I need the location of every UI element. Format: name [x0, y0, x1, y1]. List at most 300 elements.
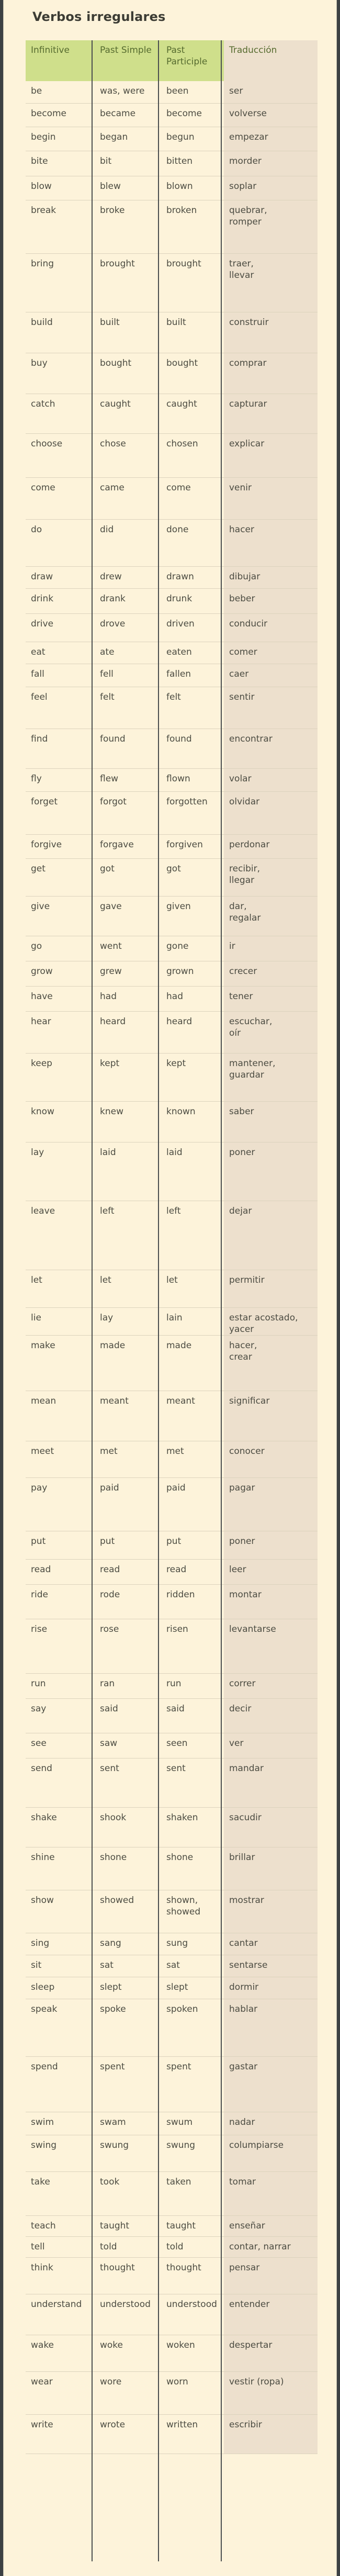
table-row [26, 1101, 318, 1142]
cell-infinitive: go [26, 936, 95, 961]
cell-infinitive: begin [26, 127, 95, 151]
cell-past-participle: sat [161, 1955, 224, 1977]
cell-translation: soplar [224, 176, 318, 200]
cell-past-simple: wrote [95, 2414, 161, 2454]
cell-past-participle: known [161, 1101, 224, 1142]
table-row [26, 2135, 318, 2171]
table-row [26, 1933, 318, 1955]
cell-translation: tener [224, 986, 318, 1011]
cell-past-participle: bitten [161, 151, 224, 176]
cell-infinitive: see [26, 1733, 95, 1758]
header-past-simple: Past Simple [95, 40, 161, 81]
cell-infinitive: drive [26, 613, 95, 642]
cell-past-participle: read [161, 1559, 224, 1584]
cell-past-participle: paid [161, 1477, 224, 1531]
cell-infinitive: build [26, 312, 95, 353]
cell-past-simple: wore [95, 2371, 161, 2414]
table-row [26, 353, 318, 394]
document-page [3, 0, 337, 2576]
cell-infinitive: keep [26, 1053, 95, 1101]
cell-past-simple: thought [95, 2257, 161, 2294]
cell-past-participle: found [161, 729, 224, 768]
cell-infinitive: teach [26, 2215, 95, 2236]
cell-past-simple: grew [95, 961, 161, 986]
cell-past-participle: taught [161, 2215, 224, 2236]
table-row [26, 253, 318, 312]
cell-infinitive: read [26, 1559, 95, 1584]
table-row [26, 2056, 318, 2112]
cell-translation: encontrar [224, 729, 318, 768]
cell-infinitive: think [26, 2257, 95, 2294]
cell-infinitive: meet [26, 1441, 95, 1477]
cell-translation: pagar [224, 1477, 318, 1531]
cell-past-participle: slept [161, 1977, 224, 1999]
cell-translation: mandar [224, 1758, 318, 1807]
cell-translation: escribir [224, 2414, 318, 2454]
cell-translation: leer [224, 1559, 318, 1584]
cell-infinitive: wake [26, 2335, 95, 2371]
cell-infinitive: forget [26, 791, 95, 834]
cell-infinitive: come [26, 477, 95, 519]
cell-past-participle: worn [161, 2371, 224, 2414]
cell-translation: contar, narrar [224, 2236, 318, 2257]
cell-past-simple: took [95, 2171, 161, 2215]
table-row [26, 1559, 318, 1584]
cell-past-participle: felt [161, 687, 224, 729]
cell-translation: estar acostado, yacer [224, 1307, 318, 1335]
cell-past-simple: knew [95, 1101, 161, 1142]
cell-translation: dar, regalar [224, 896, 318, 936]
cell-past-simple: got [95, 858, 161, 896]
cell-translation: pensar [224, 2257, 318, 2294]
table-row [26, 312, 318, 353]
cell-translation: construir [224, 312, 318, 353]
cell-infinitive: write [26, 2414, 95, 2454]
cell-translation: levantarse [224, 1619, 318, 1673]
table-row [26, 433, 318, 477]
cell-past-participle: sent [161, 1758, 224, 1807]
cell-past-participle: woken [161, 2335, 224, 2371]
cell-past-participle: forgiven [161, 834, 224, 858]
table-row [26, 936, 318, 961]
header-row [26, 40, 318, 81]
cell-infinitive: pay [26, 1477, 95, 1531]
table-row [26, 1391, 318, 1441]
cell-translation: empezar [224, 127, 318, 151]
cell-past-participle: ridden [161, 1584, 224, 1619]
cell-past-participle: flown [161, 768, 224, 791]
cell-infinitive: choose [26, 433, 95, 477]
cell-translation: dormir [224, 1977, 318, 1999]
cell-past-simple: bought [95, 353, 161, 394]
cell-past-participle: chosen [161, 433, 224, 477]
table-row [26, 1673, 318, 1698]
cell-translation: sacudir [224, 1807, 318, 1847]
cell-past-simple: woke [95, 2335, 161, 2371]
cell-past-participle: got [161, 858, 224, 896]
header-translation: Traducción [224, 40, 318, 81]
table-row [26, 477, 318, 519]
cell-infinitive: blow [26, 176, 95, 200]
cell-translation: poner [224, 1142, 318, 1201]
cell-past-simple: drove [95, 613, 161, 642]
table-row [26, 2294, 318, 2335]
cell-past-participle: become [161, 103, 224, 127]
cell-past-simple: bit [95, 151, 161, 176]
table-row [26, 1698, 318, 1733]
cell-translation: entender [224, 2294, 318, 2335]
table-row [26, 127, 318, 151]
cell-past-participle: caught [161, 394, 224, 433]
cell-past-participle: run [161, 1673, 224, 1698]
cell-infinitive: mean [26, 1391, 95, 1441]
cell-infinitive: lie [26, 1307, 95, 1335]
cell-past-participle: let [161, 1270, 224, 1307]
table-row [26, 1977, 318, 1999]
cell-translation: cantar [224, 1933, 318, 1955]
cell-past-simple: began [95, 127, 161, 151]
cell-infinitive: find [26, 729, 95, 768]
cell-past-simple: laid [95, 1142, 161, 1201]
cell-past-simple: swam [95, 2112, 161, 2135]
irregular-verbs-table [26, 40, 318, 2454]
cell-past-simple: caught [95, 394, 161, 433]
cell-past-simple: taught [95, 2215, 161, 2236]
table-row [26, 2215, 318, 2236]
cell-infinitive: let [26, 1270, 95, 1307]
cell-past-participle: spoken [161, 1999, 224, 2056]
cell-translation: traer, llevar [224, 253, 318, 312]
cell-translation: conducir [224, 613, 318, 642]
cell-past-participle: forgotten [161, 791, 224, 834]
table-header [26, 40, 318, 81]
cell-past-simple: paid [95, 1477, 161, 1531]
table-row [26, 664, 318, 687]
cell-past-participle: been [161, 81, 224, 103]
cell-translation: capturar [224, 394, 318, 433]
cell-infinitive: sing [26, 1933, 95, 1955]
table-row [26, 896, 318, 936]
cell-infinitive: fall [26, 664, 95, 687]
cell-infinitive: run [26, 1673, 95, 1698]
table-row [26, 1053, 318, 1101]
cell-infinitive: feel [26, 687, 95, 729]
cell-infinitive: wear [26, 2371, 95, 2414]
cell-past-simple: rose [95, 1619, 161, 1673]
cell-infinitive: swim [26, 2112, 95, 2135]
cell-past-simple: forgave [95, 834, 161, 858]
table-row [26, 1619, 318, 1673]
cell-past-participle: sung [161, 1933, 224, 1955]
cell-past-participle: had [161, 986, 224, 1011]
cell-past-participle: come [161, 477, 224, 519]
page-title: Verbos irregulares [32, 9, 166, 24]
cell-past-simple: spoke [95, 1999, 161, 2056]
cell-past-simple: gave [95, 896, 161, 936]
table-body [26, 81, 318, 2454]
cell-past-simple: swung [95, 2135, 161, 2171]
cell-past-participle: heard [161, 1011, 224, 1053]
header-past-participle: Past Participle [161, 40, 224, 81]
table-row [26, 2236, 318, 2257]
cell-past-simple: ran [95, 1673, 161, 1698]
table-row [26, 1847, 318, 1890]
cell-past-participle: fallen [161, 664, 224, 687]
table-row [26, 1307, 318, 1335]
cell-past-simple: found [95, 729, 161, 768]
cell-infinitive: tell [26, 2236, 95, 2257]
cell-past-simple: had [95, 986, 161, 1011]
cell-translation: ir [224, 936, 318, 961]
table-row [26, 176, 318, 200]
cell-past-participle: drunk [161, 588, 224, 613]
table-row [26, 834, 318, 858]
cell-infinitive: show [26, 1890, 95, 1933]
cell-past-simple: sang [95, 1933, 161, 1955]
cell-translation: vestir (ropa) [224, 2371, 318, 2414]
cell-translation: significar [224, 1391, 318, 1441]
cell-past-simple: met [95, 1441, 161, 1477]
cell-past-participle: given [161, 896, 224, 936]
cell-past-participle: said [161, 1698, 224, 1733]
cell-past-simple: rode [95, 1584, 161, 1619]
cell-past-participle: meant [161, 1391, 224, 1441]
cell-past-participle: begun [161, 127, 224, 151]
cell-past-participle: driven [161, 613, 224, 642]
table-row [26, 642, 318, 664]
cell-infinitive: buy [26, 353, 95, 394]
cell-translation: quebrar, romper [224, 200, 318, 253]
cell-infinitive: rise [26, 1619, 95, 1673]
table-row [26, 2414, 318, 2454]
table-row [26, 1584, 318, 1619]
table-row [26, 1335, 318, 1391]
table-row [26, 613, 318, 642]
cell-past-participle: swum [161, 2112, 224, 2135]
cell-translation: volverse [224, 103, 318, 127]
column-divider [221, 40, 222, 2561]
cell-translation: olvidar [224, 791, 318, 834]
cell-translation: sentir [224, 687, 318, 729]
cell-past-simple: flew [95, 768, 161, 791]
cell-past-participle: gone [161, 936, 224, 961]
table-row [26, 1999, 318, 2056]
cell-infinitive: hear [26, 1011, 95, 1053]
cell-past-participle: broken [161, 200, 224, 253]
table-row [26, 1011, 318, 1053]
cell-past-participle: lain [161, 1307, 224, 1335]
cell-translation: volar [224, 768, 318, 791]
cell-past-simple: said [95, 1698, 161, 1733]
cell-translation: conocer [224, 1441, 318, 1477]
cell-past-participle: taken [161, 2171, 224, 2215]
cell-infinitive: lay [26, 1142, 95, 1201]
table-row [26, 103, 318, 127]
cell-translation: dejar [224, 1201, 318, 1270]
table-row [26, 394, 318, 433]
table-row [26, 1201, 318, 1270]
cell-past-simple: became [95, 103, 161, 127]
table-row [26, 729, 318, 768]
cell-infinitive: fly [26, 768, 95, 791]
cell-translation: tomar [224, 2171, 318, 2215]
cell-translation: mostrar [224, 1890, 318, 1933]
table-row [26, 1807, 318, 1847]
cell-past-participle: kept [161, 1053, 224, 1101]
cell-translation: columpiarse [224, 2135, 318, 2171]
cell-translation: brillar [224, 1847, 318, 1890]
table-row [26, 566, 318, 588]
cell-translation: hacer [224, 519, 318, 566]
cell-infinitive: shake [26, 1807, 95, 1847]
cell-past-simple: drank [95, 588, 161, 613]
cell-past-simple: saw [95, 1733, 161, 1758]
cell-infinitive: know [26, 1101, 95, 1142]
cell-translation: recibir, llegar [224, 858, 318, 896]
cell-translation: enseñar [224, 2215, 318, 2236]
cell-translation: saber [224, 1101, 318, 1142]
cell-past-participle: shone [161, 1847, 224, 1890]
cell-past-simple: blew [95, 176, 161, 200]
cell-past-simple: was, were [95, 81, 161, 103]
cell-infinitive: be [26, 81, 95, 103]
cell-translation: venir [224, 477, 318, 519]
cell-infinitive: sit [26, 1955, 95, 1977]
table-row [26, 1733, 318, 1758]
table-row [26, 986, 318, 1011]
cell-past-simple: heard [95, 1011, 161, 1053]
table-row [26, 519, 318, 566]
cell-translation: gastar [224, 2056, 318, 2112]
cell-past-participle: told [161, 2236, 224, 2257]
cell-infinitive: do [26, 519, 95, 566]
cell-past-simple: sat [95, 1955, 161, 1977]
cell-past-simple: brought [95, 253, 161, 312]
cell-past-simple: built [95, 312, 161, 353]
table-row [26, 1441, 318, 1477]
cell-translation: permitir [224, 1270, 318, 1307]
cell-past-simple: ate [95, 642, 161, 664]
table-row [26, 687, 318, 729]
cell-infinitive: drink [26, 588, 95, 613]
cell-infinitive: spend [26, 2056, 95, 2112]
cell-past-participle: shaken [161, 1807, 224, 1847]
cell-infinitive: speak [26, 1999, 95, 2056]
cell-translation: despertar [224, 2335, 318, 2371]
cell-infinitive: bring [26, 253, 95, 312]
cell-past-simple: understood [95, 2294, 161, 2335]
cell-past-participle: built [161, 312, 224, 353]
cell-translation: crecer [224, 961, 318, 986]
cell-past-participle: grown [161, 961, 224, 986]
cell-past-simple: went [95, 936, 161, 961]
cell-translation: correr [224, 1673, 318, 1698]
cell-translation: mantener, guardar [224, 1053, 318, 1101]
table-row [26, 1531, 318, 1559]
table-row [26, 151, 318, 176]
cell-past-simple: read [95, 1559, 161, 1584]
cell-translation: decir [224, 1698, 318, 1733]
table-row [26, 81, 318, 103]
cell-infinitive: bite [26, 151, 95, 176]
cell-past-participle: done [161, 519, 224, 566]
table-row [26, 1955, 318, 1977]
cell-past-participle: left [161, 1201, 224, 1270]
table-row [26, 588, 318, 613]
table-row [26, 961, 318, 986]
cell-past-simple: showed [95, 1890, 161, 1933]
cell-translation: sentarse [224, 1955, 318, 1977]
cell-past-participle: bought [161, 353, 224, 394]
cell-past-simple: meant [95, 1391, 161, 1441]
cell-past-participle: thought [161, 2257, 224, 2294]
cell-infinitive: draw [26, 566, 95, 588]
cell-past-simple: sent [95, 1758, 161, 1807]
table-row [26, 2335, 318, 2371]
table-row [26, 791, 318, 834]
cell-past-participle: blown [161, 176, 224, 200]
cell-translation: perdonar [224, 834, 318, 858]
cell-translation: comer [224, 642, 318, 664]
cell-infinitive: leave [26, 1201, 95, 1270]
cell-past-participle: seen [161, 1733, 224, 1758]
cell-past-participle: made [161, 1335, 224, 1391]
cell-past-participle: met [161, 1441, 224, 1477]
cell-translation: ser [224, 81, 318, 103]
cell-infinitive: break [26, 200, 95, 253]
cell-translation: caer [224, 664, 318, 687]
table-row [26, 1270, 318, 1307]
cell-translation: beber [224, 588, 318, 613]
cell-past-simple: put [95, 1531, 161, 1559]
cell-past-participle: put [161, 1531, 224, 1559]
cell-infinitive: forgive [26, 834, 95, 858]
cell-past-simple: forgot [95, 791, 161, 834]
cell-past-simple: lay [95, 1307, 161, 1335]
cell-past-simple: drew [95, 566, 161, 588]
table-row [26, 768, 318, 791]
cell-translation: explicar [224, 433, 318, 477]
cell-translation: nadar [224, 2112, 318, 2135]
cell-past-simple: shook [95, 1807, 161, 1847]
table-row [26, 1758, 318, 1807]
cell-past-simple: spent [95, 2056, 161, 2112]
table-row [26, 1890, 318, 1933]
table-row [26, 858, 318, 896]
cell-translation: hablar [224, 1999, 318, 2056]
cell-past-simple: shone [95, 1847, 161, 1890]
cell-past-simple: told [95, 2236, 161, 2257]
cell-past-participle: eaten [161, 642, 224, 664]
cell-past-participle: brought [161, 253, 224, 312]
cell-past-participle: written [161, 2414, 224, 2454]
table-row [26, 2257, 318, 2294]
cell-past-simple: fell [95, 664, 161, 687]
cell-infinitive: take [26, 2171, 95, 2215]
cell-infinitive: swing [26, 2135, 95, 2171]
cell-infinitive: become [26, 103, 95, 127]
cell-past-simple: slept [95, 1977, 161, 1999]
cell-infinitive: get [26, 858, 95, 896]
cell-past-participle: spent [161, 2056, 224, 2112]
cell-infinitive: make [26, 1335, 95, 1391]
cell-infinitive: grow [26, 961, 95, 986]
cell-infinitive: ride [26, 1584, 95, 1619]
cell-past-simple: made [95, 1335, 161, 1391]
header-infinitive: Infinitive [26, 40, 95, 81]
column-divider [158, 40, 159, 2561]
table-row [26, 2171, 318, 2215]
